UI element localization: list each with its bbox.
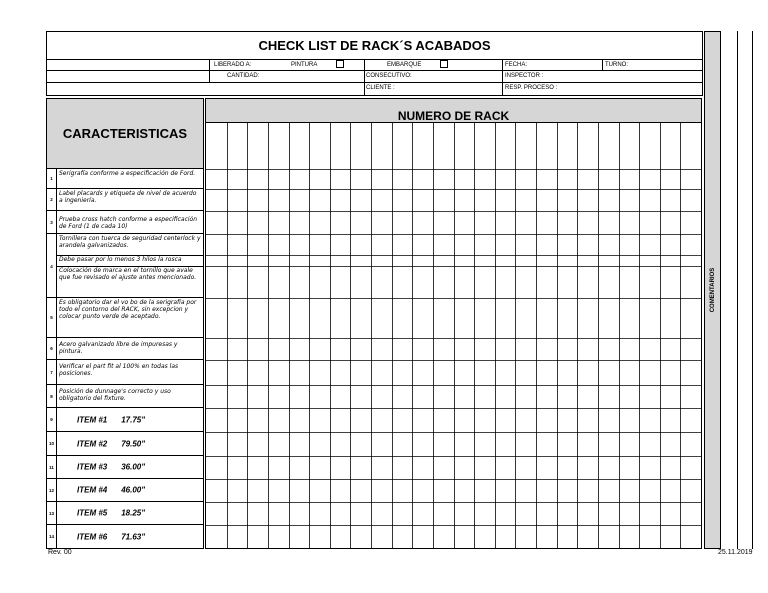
item-label: ITEM #3: [77, 462, 108, 472]
characteristic-row: [47, 189, 203, 211]
cliente-label: CLIENTE :: [366, 85, 395, 91]
embarque-checkbox[interactable]: [440, 60, 448, 68]
pintura-label: PINTURA: [291, 62, 318, 68]
characteristic-row: [47, 360, 203, 385]
liberado-label: LIBERADO A:: [214, 62, 252, 68]
item-value: 46.00": [121, 485, 146, 495]
rack-number-title: NUMERO DE RACK: [206, 99, 701, 123]
row-number: 3: [47, 211, 57, 233]
characteristic-row: [47, 338, 203, 360]
characteristics-title: CARACTERISTICAS: [47, 99, 203, 169]
document-title: CHECK LIST DE RACK´S ACABADOS: [258, 38, 491, 53]
item-measure: [77, 439, 145, 448]
characteristic-text: Prueba cross hatch conforme a especificación de Ford (1 de cada 10): [59, 216, 198, 230]
row-number: 11: [47, 456, 57, 478]
characteristic-row: [47, 255, 203, 266]
row-number: 6: [47, 338, 57, 359]
item-measure: [77, 509, 145, 518]
item-value: 17.75": [121, 415, 146, 424]
divider: [47, 70, 702, 71]
row-number: 2: [47, 189, 57, 210]
item-row: [47, 408, 203, 432]
revision-date: 25.11.2019: [718, 549, 753, 556]
characteristic-text: Acero galvanizado libre de impuresas y pintura.: [59, 341, 178, 355]
resp-proceso-label: RESP. PROCESO :: [505, 85, 558, 91]
divider: [737, 31, 738, 549]
inspector-label: INSPECTOR :: [505, 73, 544, 79]
pintura-checkbox[interactable]: [336, 60, 344, 68]
item-label: ITEM #4: [77, 485, 108, 495]
characteristic-text: Colocación de marca en el tornillo que avale que fue revisado el ajuste antes mencionado.: [59, 267, 197, 281]
fecha-label: FECHA:: [505, 62, 528, 68]
item-label: ITEM #2: [77, 439, 108, 448]
characteristic-text: Posición de dunnage's correcto y uso obligatorio del fixture.: [59, 388, 171, 402]
comments-label: COMENTARIOS: [709, 267, 716, 313]
row-number: 5: [47, 298, 57, 337]
row-number: 10: [47, 432, 57, 455]
item-label: ITEM #6: [77, 532, 108, 541]
item-label: ITEM #5: [77, 508, 108, 518]
characteristic-text: Tornillera con tuerca de seguridad centerlock y arandela galvanizados.: [59, 235, 201, 249]
row-number: 4: [47, 234, 57, 298]
divider: [752, 31, 753, 549]
item-row: [47, 432, 203, 456]
item-label: ITEM #1: [77, 415, 108, 424]
item-value: 71.63": [121, 532, 146, 541]
divider: [502, 59, 503, 96]
item-value: 18.25": [121, 508, 146, 518]
item-value: 36.00": [121, 462, 146, 472]
characteristic-row: [47, 169, 203, 189]
characteristic-row: [47, 385, 203, 408]
item-row: [47, 525, 203, 548]
characteristics-column: [46, 98, 204, 549]
divider: [47, 59, 702, 60]
item-row: [47, 479, 203, 502]
divider: [209, 59, 210, 82]
characteristic-row: [47, 266, 203, 298]
rack-grid: [205, 98, 702, 549]
item-measure: [77, 532, 145, 541]
row-number: 1: [47, 169, 57, 188]
item-row: [47, 502, 203, 525]
comments-column: [704, 31, 721, 549]
row-number: 13: [47, 502, 57, 524]
item-measure: [77, 415, 145, 424]
header-box: [46, 31, 703, 96]
characteristic-text: Debe pasar por lo menos 3 hilos la rosca: [59, 256, 182, 263]
revision-label: Rev. 00: [48, 549, 72, 556]
row-number: 9: [47, 408, 57, 431]
divider: [602, 59, 603, 70]
row-number: 12: [47, 479, 57, 501]
divider: [47, 82, 702, 83]
cantidad-label: CANTIDAD:: [227, 73, 260, 79]
characteristic-row: [47, 298, 203, 338]
row-number: 7: [47, 360, 57, 384]
row-number: 14: [47, 525, 57, 548]
rack-grid-lines: [206, 99, 701, 548]
divider: [364, 59, 365, 96]
item-measure: [77, 463, 145, 472]
characteristic-row: [47, 211, 203, 234]
characteristic-text: Serigrafía conforme a especificación de Ford.: [59, 170, 196, 177]
consecutivo-label: CONSECUTIVO:: [366, 73, 412, 79]
item-row: [47, 456, 203, 479]
turno-label: TURNO:: [605, 62, 628, 68]
row-number: 8: [47, 385, 57, 407]
characteristic-text: Es obligatorio dar el vo bo de la serigrafía por todo el contorno del RACK, sin excepcion y colocar punto verde de aceptado.: [59, 299, 197, 320]
item-measure: [77, 486, 145, 495]
embarque-label: EMBARQUE: [387, 62, 422, 68]
characteristic-text: Label placards y etiqueta de nivel de acuerdo a ingeniería.: [59, 190, 197, 204]
characteristic-text: Verificar el part fit al 100% en todas las posiciones.: [59, 363, 179, 377]
item-value: 79.50": [121, 439, 146, 448]
